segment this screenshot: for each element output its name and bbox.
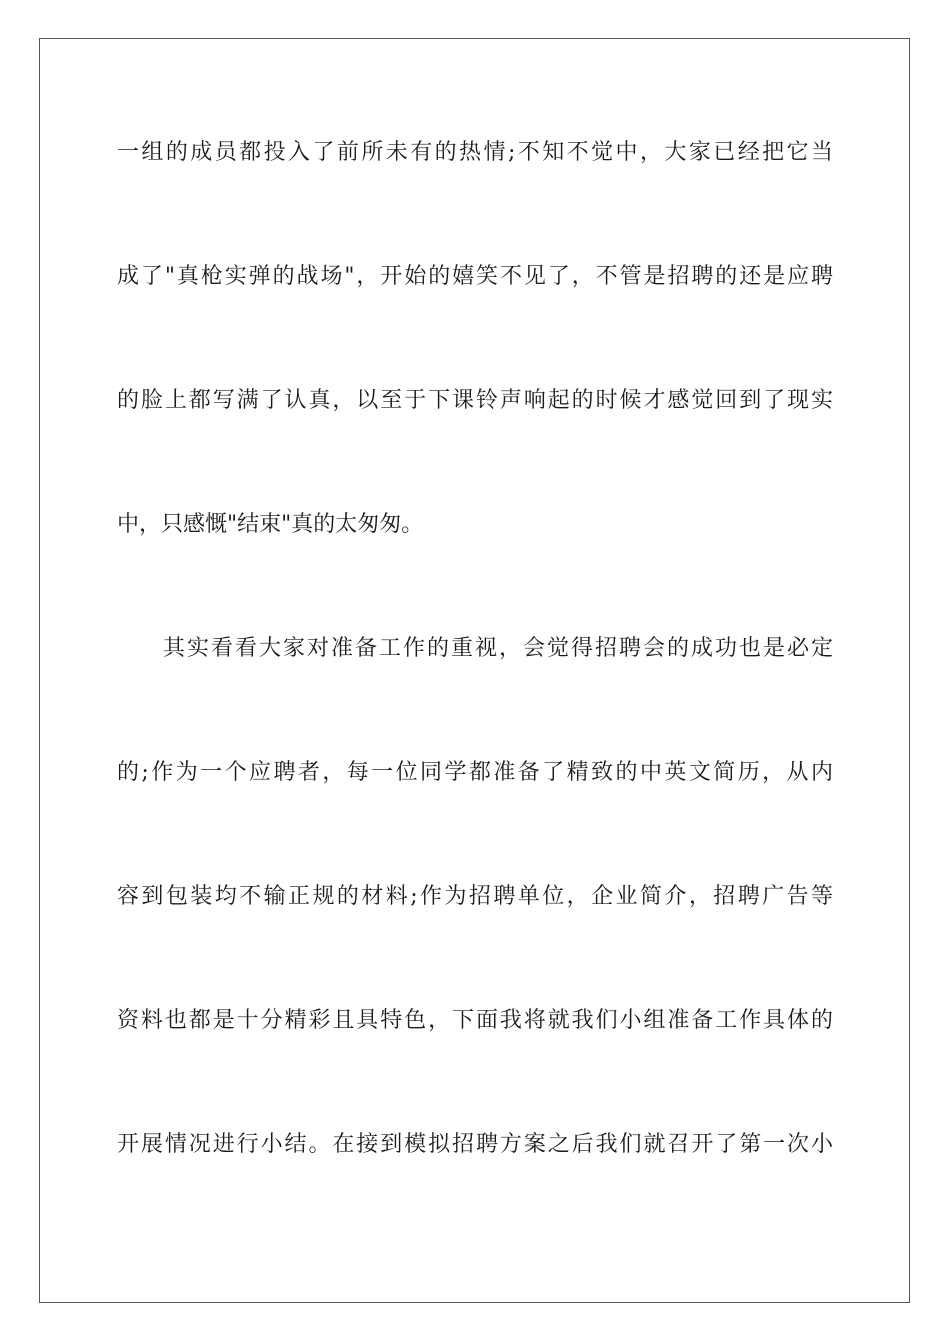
paragraph-line: 的;作为一个应聘者，每一位同学都准备了精致的中英文简历，从内 bbox=[117, 760, 833, 785]
paragraph-line: 容到包装均不输正规的材料;作为招聘单位，企业简介，招聘广告等 bbox=[117, 884, 833, 909]
paragraph-line: 资料也都是十分精彩且具特色，下面我将就我们小组准备工作具体的 bbox=[117, 1008, 833, 1033]
paragraph-line: 开展情况进行小结。在接到模拟招聘方案之后我们就召开了第一次小 bbox=[117, 1132, 833, 1157]
paragraph-line: 一组的成员都投入了前所未有的热情;不知不觉中，大家已经把它当 bbox=[117, 140, 833, 165]
paragraph-line: 成了"真枪实弹的战场"，开始的嬉笑不见了，不管是招聘的还是应聘 bbox=[117, 264, 833, 289]
paragraph-line: 的脸上都写满了认真，以至于下课铃声响起的时候才感觉回到了现实 bbox=[117, 388, 833, 413]
paragraph-line: 其实看看大家对准备工作的重视，会觉得招聘会的成功也是必定 bbox=[163, 636, 833, 661]
paragraph-line: 中，只感慨"结束"真的太匆匆。 bbox=[117, 512, 424, 537]
page-frame bbox=[39, 38, 910, 1303]
